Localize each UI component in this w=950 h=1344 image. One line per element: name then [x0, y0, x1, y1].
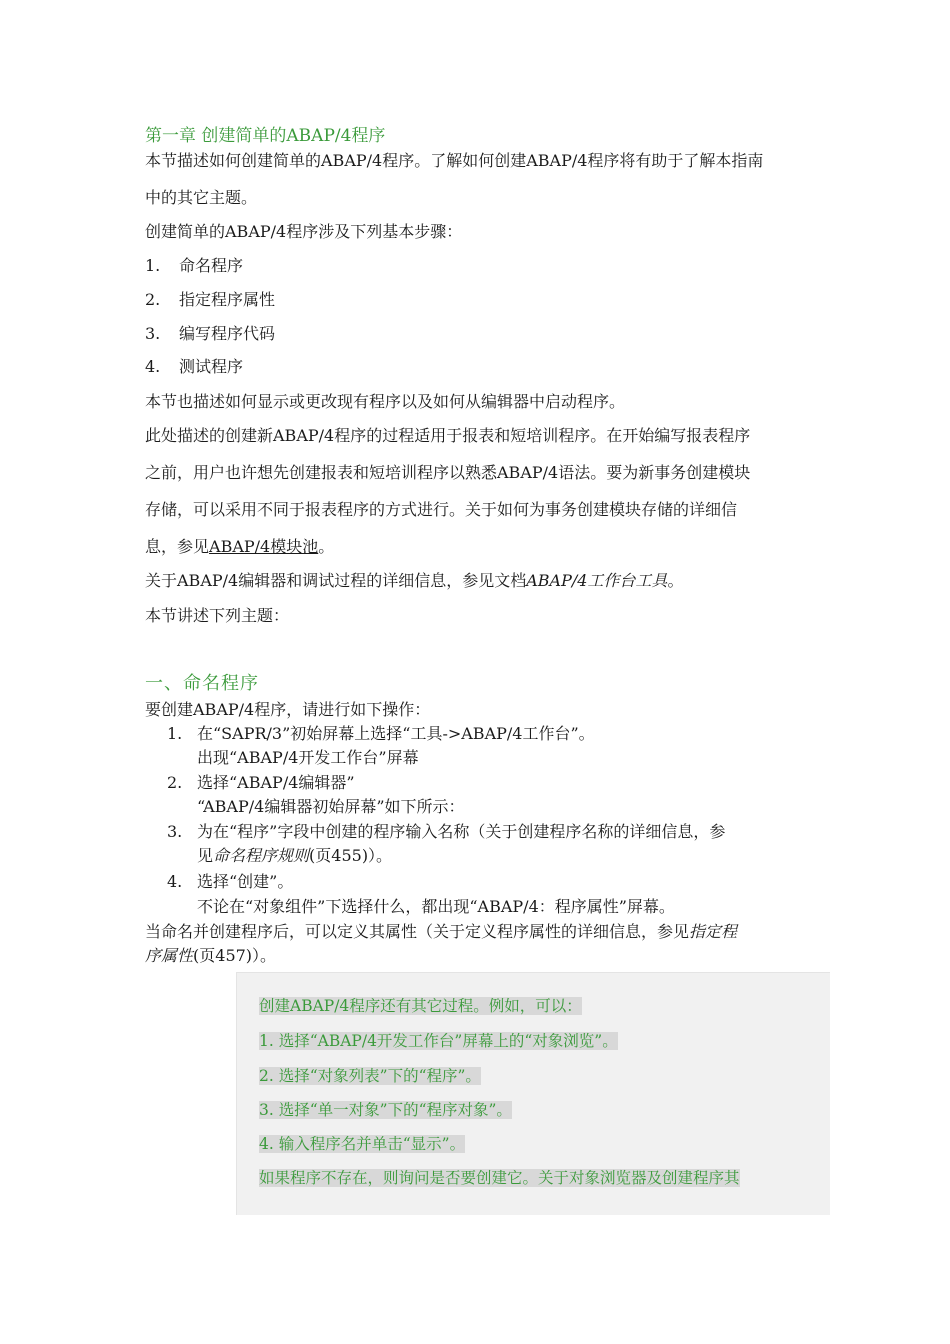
step-item [145, 324, 275, 344]
paragraph-line [145, 946, 276, 966]
item-number: 1. [167, 724, 183, 743]
step-number: 2. [145, 290, 161, 309]
section-heading: 一、命名程序 [145, 673, 259, 694]
item-sub-text [197, 846, 392, 866]
note-line [259, 1031, 618, 1051]
paragraph-line: 之前，用户也许想先创建报表和短培训程序以熟悉ABAP/4语法。要为新事务创建模块 [145, 463, 751, 482]
item-sub-text: “ABAP/4编辑器初始屏幕”如下所示： [197, 797, 465, 816]
step-text: 命名程序 [179, 256, 244, 275]
step-item [145, 357, 243, 377]
paragraph-line [145, 537, 334, 557]
doc-reference: ABAP/4工作台工具 [526, 571, 668, 590]
paragraph-line: 本节讲述下列主题： [145, 606, 290, 625]
text-span: 。 [667, 571, 684, 590]
ordered-item [167, 822, 725, 842]
paragraph-line [145, 922, 737, 942]
item-text: 在“SAPR/3”初始屏幕上选择“工具->ABAP/4工作台”。 [197, 724, 595, 743]
ordered-item [167, 872, 293, 892]
note-text: 如果程序不存在，则询问是否要创建它。关于对象浏览器及创建程序其 [259, 1169, 740, 1187]
paragraph-line: 此处描述的创建新ABAP/4程序的过程适用于报表和短培训程序。在开始编写报表程序 [145, 426, 751, 445]
note-line [259, 1134, 465, 1154]
note-text: 2. 选择“对象列表”下的“程序”。 [259, 1067, 481, 1085]
item-sub-text: 不论在“对象组件”下选择什么，都出现“ABAP/4：程序属性”屏幕。 [197, 897, 675, 916]
paragraph-line: 本节也描述如何显示或更改现有程序以及如何从编辑器中启动程序。 [145, 392, 626, 411]
section-lead: 要创建ABAP/4程序，请进行如下操作： [145, 700, 431, 719]
naming-rules-ref: 命名程序规则 [213, 846, 310, 865]
step-text: 测试程序 [179, 357, 244, 376]
intro-paragraph-line: 中的其它主题。 [145, 188, 258, 207]
attributes-ref: 序属性 [145, 946, 194, 965]
item-text: 选择“ABAP/4编辑器” [197, 773, 355, 792]
text-span: (页457)）。 [193, 946, 277, 965]
paragraph-line [145, 571, 683, 591]
ordered-item [167, 773, 355, 793]
note-text: 3. 选择“单一对象”下的“程序对象”。 [259, 1101, 512, 1119]
step-item [145, 256, 243, 276]
step-text: 指定程序属性 [179, 290, 276, 309]
item-sub-text: 出现“ABAP/4开发工作台”屏幕 [197, 748, 419, 767]
step-item [145, 290, 275, 310]
attributes-ref: 指定程 [689, 922, 738, 941]
intro-paragraph-line: 本节描述如何创建简单的ABAP/4程序。了解如何创建ABAP/4程序将有助于了解本指南 [145, 151, 764, 170]
text-span: 。 [318, 537, 335, 556]
note-line [259, 996, 582, 1016]
module-pool-link[interactable]: ABAP/4模块池 [209, 537, 319, 556]
steps-intro: 创建简单的ABAP/4程序涉及下列基本步骤： [145, 222, 463, 241]
step-number: 1. [145, 256, 161, 275]
ordered-item [167, 724, 595, 744]
note-line [259, 1100, 512, 1120]
paragraph-line: 存储，可以采用不同于报表程序的方式进行。关于如何为事务创建模块存储的详细信 [145, 500, 738, 519]
text-span: 见 [197, 846, 214, 865]
note-text: 4. 输入程序名并单击“显示”。 [259, 1135, 466, 1153]
note-text: 创建ABAP/4程序还有其它过程。例如，可以： [259, 997, 582, 1015]
item-text: 选择“创建”。 [197, 872, 294, 891]
note-text: 1. 选择“ABAP/4开发工作台”屏幕上的“对象浏览”。 [259, 1032, 618, 1050]
step-text: 编写程序代码 [179, 324, 276, 343]
item-number: 3. [167, 822, 183, 841]
item-number: 2. [167, 773, 183, 792]
step-number: 3. [145, 324, 161, 343]
text-span: (页455)）。 [309, 846, 393, 865]
text-span: 息，参见 [145, 537, 210, 556]
note-line [259, 1168, 740, 1188]
chapter-title: 第一章 创建简单的ABAP/4程序 [145, 126, 386, 146]
text-span: 当命名并创建程序后，可以定义其属性（关于定义程序属性的详细信息，参见 [145, 922, 690, 941]
step-number: 4. [145, 357, 161, 376]
note-line [259, 1066, 481, 1086]
item-number: 4. [167, 872, 183, 891]
text-span: 关于ABAP/4编辑器和调试过程的详细信息，参见文档 [145, 571, 527, 590]
item-text: 为在“程序”字段中创建的程序输入名称（关于创建程序名称的详细信息，参 [197, 822, 726, 841]
